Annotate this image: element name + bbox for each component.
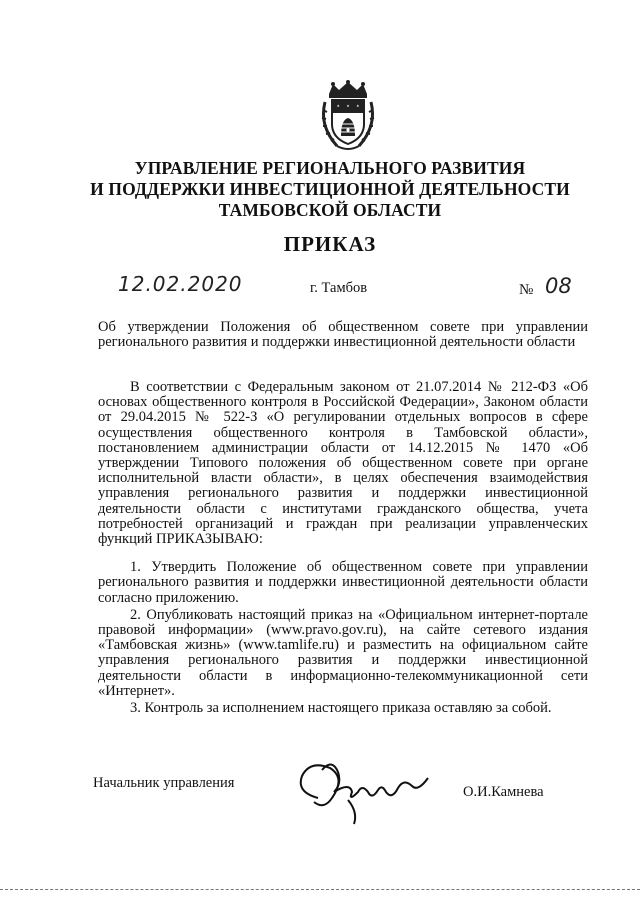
agency-name-line: И ПОДДЕРЖКИ ИНВЕСТИЦИОННОЙ ДЕЯТЕЛЬНОСТИ	[90, 179, 570, 199]
agency-name-line: УПРАВЛЕНИЕ РЕГИОНАЛЬНОГО РАЗВИТИЯ	[134, 158, 526, 178]
order-item: 2. Опубликовать настоящий приказ на «Официальном интернет-портале правовой информации» (www.pravo.gov.ru), на сайте сетевого издания «Тамбовская жизнь» (www.tamlife.ru) и разместить на официальном сайте управления регионального развития и поддержки инвестиционной деятельности области в информационно-телекоммуникационной сети «Интернет».	[98, 606, 588, 699]
agency-name-line: ТАМБОВСКОЙ ОБЛАСТИ	[218, 200, 442, 220]
coat-of-arms-icon	[319, 80, 377, 152]
city-label: г. Тамбов	[310, 280, 368, 296]
order-item: 1. Утвердить Положение об общественном совете при управлении регионального развития и поддержки инвестиционной деятельности области согласно приложению.	[98, 559, 588, 606]
document-type-title: ПРИКАЗ	[283, 232, 377, 256]
order-item: 3. Контроль за исполнением настоящего приказа оставляю за собой.	[130, 700, 552, 717]
number-label: №	[519, 282, 534, 298]
handwritten-number: 08	[545, 274, 572, 298]
order-subject: Об утверждении Положения об общественном совете при управлении регионального развития и поддержки инвестиционной деятельности области	[98, 319, 588, 350]
handwritten-date: 12.02.2020	[118, 272, 243, 296]
order-body	[98, 380, 588, 716]
signer-position: Начальник управления	[93, 775, 235, 791]
preamble-paragraph: В соответствии с Федеральным законом от 21.07.2014 № 212-ФЗ «Об основах общественного контроля в Российской Федерации», Законом области от 29.04.2015 № 522-З «О регулировании отдельных вопросов в сфере осуществления общественного контроля в Тамбовской области», постановлением администрации области от 14.12.2015 № 1470 «Об утверждении Типового положения об общественном совете при органе исполнительной власти области», в целях обеспечения взаимодействия управления регионального развития и поддержки инвестиционной деятельности области с институтами гражданского общества, учета потребностей организаций и граждан при реализации управленческих функций ПРИКАЗЫВАЮ:	[98, 379, 588, 548]
agency-name	[80, 158, 580, 221]
handwritten-signature	[288, 748, 438, 828]
page-bottom-rule	[0, 889, 640, 890]
signer-name: О.И.Камнева	[463, 784, 544, 800]
